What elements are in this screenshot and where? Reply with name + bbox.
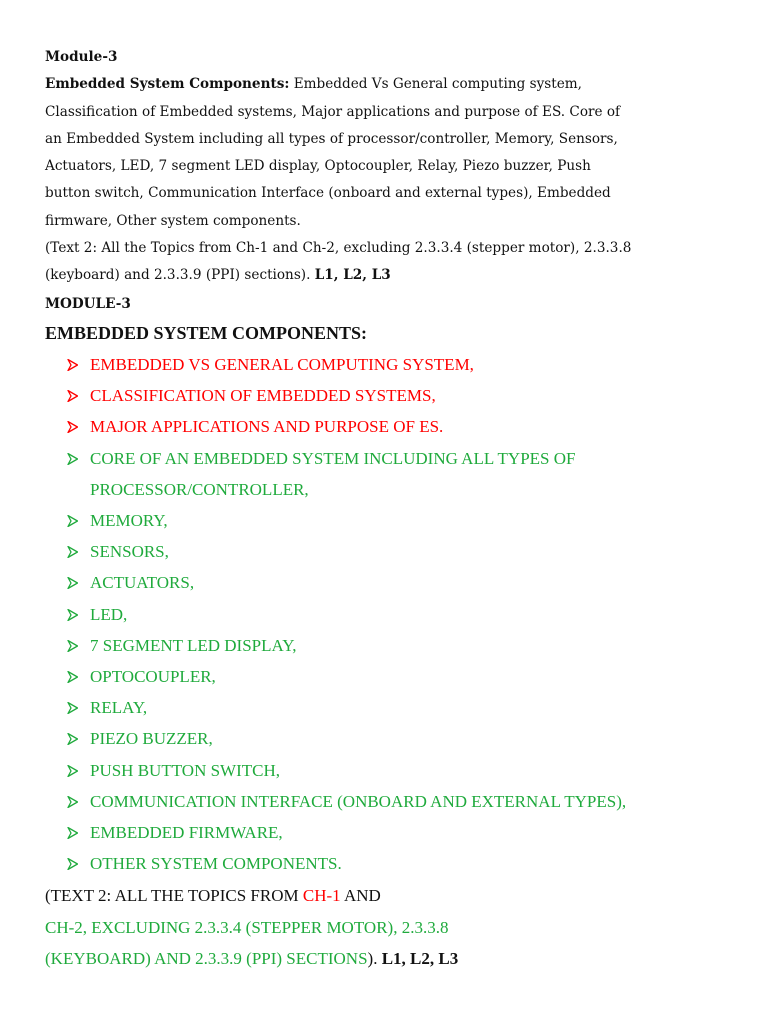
syllabus-line-7: (Text 2: All the Topics from Ch-1 and Ch-2, excluding 2.3.3.4 (stepper motor), 2.3.3.8 bbox=[45, 240, 632, 257]
topic-item bbox=[45, 692, 735, 723]
text-reference-line-2: CH-2, EXCLUDING 2.3.3.4 (STEPPER MOTOR), 2.3.3.8 bbox=[45, 917, 449, 937]
syllabus-text: (keyboard) and 2.3.3.9 (PPI) sections). bbox=[45, 267, 315, 284]
text-reference-line-1 bbox=[45, 880, 735, 911]
arrowhead-bullet-icon bbox=[67, 786, 81, 817]
notes-heading: EMBEDDED SYSTEM COMPONENTS: bbox=[45, 322, 368, 343]
topic-label: EMBEDDED FIRMWARE, bbox=[90, 823, 283, 843]
topic-item bbox=[45, 567, 735, 598]
text-reference bbox=[45, 880, 735, 974]
arrowhead-bullet-icon bbox=[67, 411, 81, 442]
section-heading: Embedded System Components: bbox=[45, 76, 290, 93]
arrowhead-bullet-icon bbox=[67, 443, 81, 474]
topic-item bbox=[45, 536, 735, 567]
notes-module-label: MODULE-3 bbox=[45, 295, 131, 312]
chapter-1-ref: CH-1 bbox=[302, 886, 341, 906]
topic-label: 7 SEGMENT LED DISPLAY, bbox=[90, 635, 297, 655]
syllabus-line-8 bbox=[45, 262, 735, 289]
topic-label: CORE OF AN EMBEDDED SYSTEM INCLUDING ALL TYPES OF bbox=[90, 448, 576, 468]
document-page bbox=[45, 44, 735, 974]
arrowhead-bullet-icon bbox=[67, 349, 81, 380]
arrowhead-bullet-icon bbox=[67, 505, 81, 536]
topic-label: PUSH BUTTON SWITCH, bbox=[90, 760, 281, 780]
topic-label: OPTOCOUPLER, bbox=[90, 667, 216, 686]
module-label: Module-3 bbox=[45, 49, 118, 65]
levels-label: L1, L2, L3 bbox=[314, 267, 391, 284]
syllabus-line-1 bbox=[45, 71, 735, 98]
topic-item bbox=[45, 786, 735, 817]
arrowhead-bullet-icon bbox=[67, 817, 81, 848]
topic-item bbox=[45, 661, 735, 692]
topic-label: MAJOR APPLICATIONS AND PURPOSE OF ES. bbox=[90, 417, 444, 437]
topic-label: ACTUATORS, bbox=[90, 573, 195, 593]
topic-label: PROCESSOR/CONTROLLER, bbox=[90, 479, 309, 499]
topic-item bbox=[45, 349, 735, 380]
syllabus-line-2: Classification of Embedded systems, Major applications and purpose of ES. Core of bbox=[45, 103, 621, 120]
arrowhead-bullet-icon bbox=[67, 661, 81, 692]
syllabus-block bbox=[45, 44, 735, 290]
syllabus-line-3: an Embedded System including all types of processor/controller, Memory, Sensors, bbox=[45, 130, 618, 147]
topic-label: RELAY, bbox=[90, 698, 148, 718]
topic-label: MEMORY, bbox=[90, 510, 168, 530]
arrowhead-bullet-icon bbox=[67, 692, 81, 723]
topic-item bbox=[45, 411, 735, 442]
topic-item bbox=[45, 848, 735, 879]
syllabus-line-5: button switch, Communication Interface (onboard and external types), Embedded bbox=[45, 185, 611, 202]
topic-label: PIEZO BUZZER, bbox=[90, 729, 213, 749]
text-reference-part: ). bbox=[367, 948, 382, 968]
topic-label: EMBEDDED VS GENERAL COMPUTING SYSTEM, bbox=[90, 354, 474, 374]
topic-item bbox=[45, 755, 735, 786]
topic-list bbox=[45, 349, 735, 879]
arrowhead-bullet-icon bbox=[67, 599, 81, 630]
syllabus-line-6: firmware, Other system components. bbox=[45, 212, 301, 229]
topic-label: CLASSIFICATION OF EMBEDDED SYSTEMS, bbox=[90, 386, 436, 406]
topic-item bbox=[45, 474, 735, 505]
arrowhead-bullet-icon bbox=[67, 723, 81, 754]
levels-label: L1, L2, L3 bbox=[381, 948, 459, 968]
topic-item bbox=[45, 443, 735, 474]
topic-label: COMMUNICATION INTERFACE (ONBOARD AND EXTERNAL TYPES), bbox=[90, 791, 627, 811]
topic-item bbox=[45, 505, 735, 536]
arrowhead-bullet-icon bbox=[67, 380, 81, 411]
topic-label: SENSORS, bbox=[90, 542, 169, 562]
topic-item bbox=[45, 380, 735, 411]
topic-item bbox=[45, 817, 735, 848]
text-reference-part: (TEXT 2: ALL THE TOPICS FROM bbox=[45, 886, 303, 906]
syllabus-text: Embedded Vs General computing system, bbox=[289, 76, 582, 93]
text-reference-part: (KEYBOARD) AND 2.3.3.9 (PPI) SECTIONS bbox=[45, 948, 368, 968]
topic-item bbox=[45, 723, 735, 754]
topic-item bbox=[45, 630, 735, 661]
arrowhead-bullet-icon bbox=[67, 848, 81, 879]
arrowhead-bullet-icon bbox=[67, 755, 81, 786]
text-reference-line-3 bbox=[45, 943, 735, 974]
text-reference-part: AND bbox=[340, 886, 381, 906]
topic-label: OTHER SYSTEM COMPONENTS. bbox=[90, 854, 342, 874]
arrowhead-bullet-icon bbox=[67, 630, 81, 661]
syllabus-line-4: Actuators, LED, 7 segment LED display, Optocoupler, Relay, Piezo buzzer, Push bbox=[45, 158, 591, 175]
arrowhead-bullet-icon bbox=[67, 536, 81, 567]
topic-label: LED, bbox=[90, 604, 128, 624]
topic-item bbox=[45, 599, 735, 630]
arrowhead-bullet-icon bbox=[67, 567, 81, 598]
